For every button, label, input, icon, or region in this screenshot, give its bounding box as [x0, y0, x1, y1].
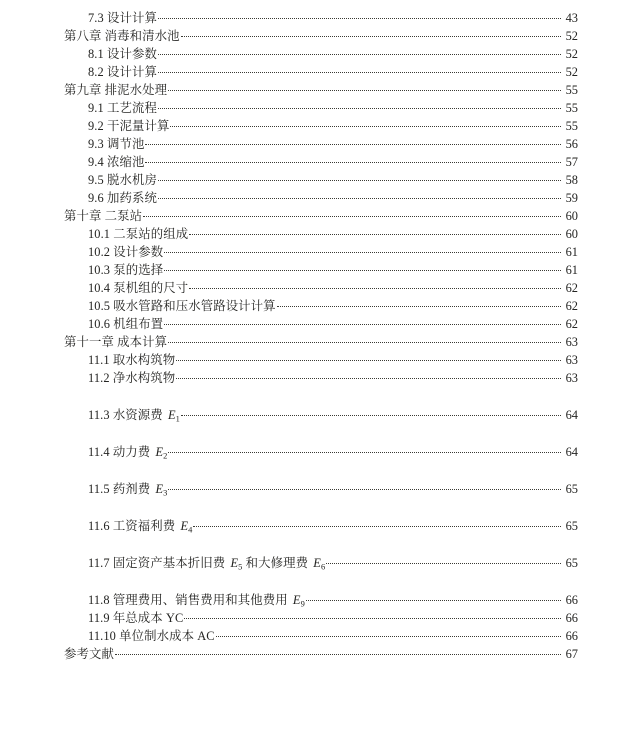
toc-entry[interactable] [0, 554, 628, 572]
dot-leader [184, 610, 561, 622]
toc-entry-label: 8.1 设计参数 [88, 47, 157, 61]
dot-leader [158, 172, 561, 184]
toc-entry-page-number: 55 [565, 83, 578, 97]
toc-entry-page-number: 64 [565, 445, 578, 459]
toc-entry[interactable] [0, 351, 628, 369]
toc-entry-page-number: 65 [565, 482, 578, 496]
toc-entry-page-number: 63 [565, 335, 578, 349]
toc-entry[interactable] [0, 225, 628, 243]
dot-leader [189, 280, 561, 292]
toc-entry-label: 9.3 调节池 [88, 137, 145, 151]
toc-entry-label: 11.5 药剂费 $E_3$ [88, 482, 168, 498]
toc-entry-page-number: 55 [565, 119, 578, 133]
toc-entry-page-number: 61 [565, 245, 578, 259]
toc-entry-label: 11.10 单位制水成本 AC [88, 629, 215, 643]
toc-entry[interactable] [0, 207, 628, 225]
dot-leader [168, 444, 561, 456]
toc-entry-page-number: 66 [565, 611, 578, 625]
toc-entry-page-number: 67 [565, 647, 578, 661]
toc-entry-label: 9.6 加药系统 [88, 191, 157, 205]
dot-leader [168, 82, 561, 94]
toc-entry-label: 10.4 泵机组的尺寸 [88, 281, 189, 295]
toc-entry-page-number: 62 [565, 299, 578, 313]
toc-entry-label: 第八章 消毒和清水池 [64, 29, 180, 43]
toc-entry-label: 9.2 干泥量计算 [88, 119, 170, 133]
toc-entry[interactable] [0, 591, 628, 609]
toc-entry-label: 10.2 设计参数 [88, 245, 164, 259]
toc-entry[interactable] [0, 81, 628, 99]
toc-entry[interactable] [0, 135, 628, 153]
toc-entry-label: 11.1 取水构筑物 [88, 353, 176, 367]
toc-entry-label: 9.5 脱水机房 [88, 173, 157, 187]
toc-entry-page-number: 62 [565, 317, 578, 331]
dot-leader [145, 136, 561, 148]
toc-entry[interactable] [0, 189, 628, 207]
toc-entry[interactable] [0, 243, 628, 261]
toc-entry-page-number: 63 [565, 353, 578, 367]
toc-entry[interactable] [0, 627, 628, 645]
toc-entry-label: 11.4 动力费 $E_2$ [88, 445, 168, 461]
dot-leader [277, 298, 561, 310]
dot-leader [158, 100, 561, 112]
toc-entry-label: 11.6 工资福利费 $E_4$ [88, 519, 193, 535]
toc-entry-page-number: 65 [565, 519, 578, 533]
toc-entry-label: 11.8 管理费用、销售费用和其他费用 $E_9$ [88, 593, 305, 609]
dot-leader [326, 555, 561, 567]
toc-entry-page-number: 59 [565, 191, 578, 205]
toc-entry[interactable] [0, 480, 628, 498]
dot-leader [115, 646, 561, 658]
toc-entry[interactable] [0, 9, 628, 27]
toc-entry-page-number: 64 [565, 408, 578, 422]
top-spacer [0, 0, 628, 9]
toc-entry[interactable] [0, 171, 628, 189]
dot-leader [168, 481, 561, 493]
toc-entry[interactable] [0, 153, 628, 171]
toc-entry-label: 7.3 设计计算 [88, 11, 157, 25]
dot-leader [158, 64, 561, 76]
dot-leader [181, 28, 561, 40]
toc-entry-label: 10.1 二泵站的组成 [88, 227, 189, 241]
toc-entry-label: 11.3 水资源费 $E_1$ [88, 408, 180, 424]
dot-leader [170, 118, 561, 130]
toc-entry[interactable] [0, 99, 628, 117]
toc-entry-label: 11.9 年总成本 YC [88, 611, 184, 625]
toc-entry[interactable] [0, 333, 628, 351]
toc-entry[interactable] [0, 645, 628, 663]
toc-entry-label: 第十一章 成本计算 [64, 335, 168, 349]
toc-entry[interactable] [0, 63, 628, 81]
toc-entry[interactable] [0, 117, 628, 135]
dot-leader [158, 46, 561, 58]
toc-entry[interactable] [0, 369, 628, 387]
toc-entry-page-number: 60 [565, 209, 578, 223]
dot-leader [216, 628, 561, 640]
toc-entry[interactable] [0, 261, 628, 279]
dot-leader [164, 244, 561, 256]
toc-entry[interactable] [0, 297, 628, 315]
dot-leader [193, 518, 561, 530]
dot-leader [158, 190, 561, 202]
dot-leader [143, 208, 561, 220]
toc-entry-page-number: 58 [565, 173, 578, 187]
toc-entry[interactable] [0, 609, 628, 627]
toc-entry[interactable] [0, 45, 628, 63]
toc-entry[interactable] [0, 443, 628, 461]
toc-entry-label: 第九章 排泥水处理 [64, 83, 168, 97]
toc-entry-page-number: 66 [565, 629, 578, 643]
toc-entry[interactable] [0, 279, 628, 297]
dot-leader [176, 370, 561, 382]
toc-entry-page-number: 60 [565, 227, 578, 241]
toc-entry-page-number: 57 [565, 155, 578, 169]
toc-entry-label: 9.4 浓缩池 [88, 155, 145, 169]
dot-leader [168, 334, 561, 346]
toc-entry-page-number: 66 [565, 593, 578, 607]
dot-leader [164, 262, 561, 274]
dot-leader [158, 10, 561, 22]
dot-leader [306, 592, 561, 604]
toc-entry-label: 8.2 设计计算 [88, 65, 157, 79]
toc-entry[interactable] [0, 517, 628, 535]
toc-entry-list [0, 9, 628, 663]
toc-entry-page-number: 63 [565, 371, 578, 385]
toc-entry[interactable] [0, 27, 628, 45]
toc-entry-label: 10.5 吸水管路和压水管路设计计算 [88, 299, 276, 313]
toc-entry-page-number: 55 [565, 101, 578, 115]
dot-leader [181, 407, 561, 419]
toc-entry-page-number: 52 [565, 29, 578, 43]
dot-leader [176, 352, 561, 364]
toc-entry-label: 参考文献 [64, 647, 114, 661]
toc-entry-page-number: 61 [565, 263, 578, 277]
dot-leader [164, 316, 561, 328]
toc-entry-page-number: 52 [565, 47, 578, 61]
toc-entry[interactable] [0, 406, 628, 424]
toc-entry-page-number: 62 [565, 281, 578, 295]
dot-leader [145, 154, 561, 166]
toc-entry-label: 11.7 固定资产基本折旧费 $E_5$ 和大修理费 $E_6$ [88, 556, 326, 572]
toc-entry-page-number: 65 [565, 556, 578, 570]
toc-entry[interactable] [0, 315, 628, 333]
toc-entry-page-number: 56 [565, 137, 578, 151]
toc-entry-label: 第十章 二泵站 [64, 209, 143, 223]
toc-entry-label: 11.2 净水构筑物 [88, 371, 176, 385]
toc-entry-page-number: 43 [565, 11, 578, 25]
toc-entry-page-number: 52 [565, 65, 578, 79]
dot-leader [189, 226, 561, 238]
toc-entry-label: 10.6 机组布置 [88, 317, 164, 331]
toc-entry-label: 10.3 泵的选择 [88, 263, 164, 277]
toc-entry-label: 9.1 工艺流程 [88, 101, 157, 115]
